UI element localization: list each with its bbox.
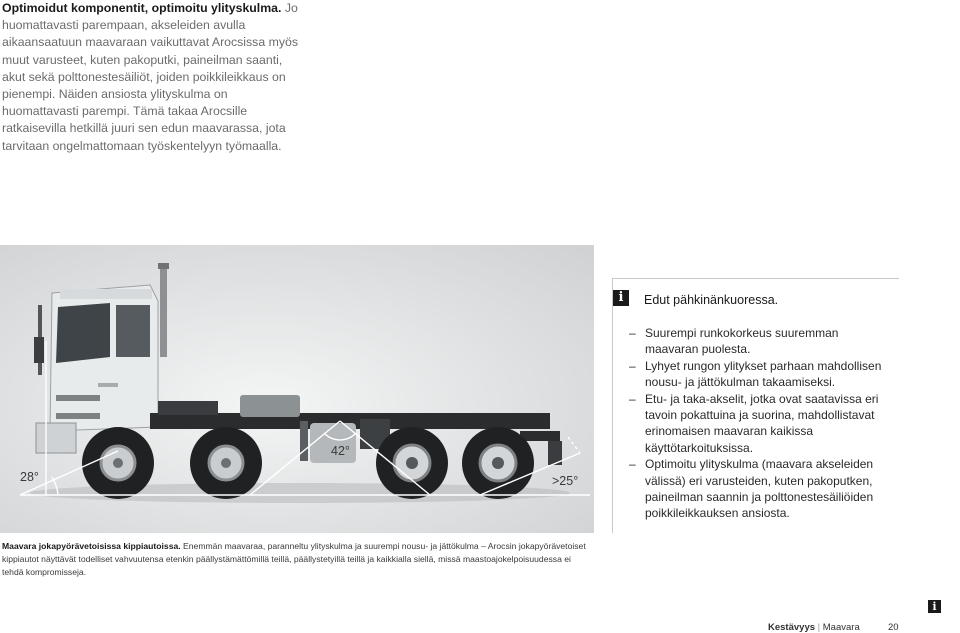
photo-caption xyxy=(2,540,592,579)
benefit-item: – Lyhyet rungon ylitykset parhaan mahdollisen nousu- ja jättökulman takaamiseksi. xyxy=(629,358,889,391)
angle-label-front: 28° xyxy=(20,470,39,484)
wheel-rear-2 xyxy=(462,427,534,499)
wheel-rear-1 xyxy=(376,427,448,499)
intro-paragraph xyxy=(2,0,302,155)
wheel-front-2 xyxy=(190,427,262,499)
intro-lead: Optimoidut komponentit, optimoitu ylityskulma. xyxy=(2,1,282,15)
intro-text: Jo huomattavasti parempaan, akseleiden avulla aikaansaatuun maavaraan vaikuttavat Arocsissa myös muut varusteet, kuten pakoputki, paineilman saanti, akut sekä polttonestesäiliöt, joiden poikkileikkaus on pienempi. Näiden ansiosta ylityskulma on huomattavasti parempi. Tämä takaa Arocsille ratkaisevilla hetkillä juuri sen edun maavarassa, jota tarvitaan ongelmattomaan työskentelyyn työmaalla. xyxy=(2,1,298,153)
benefit-item: – Etu- ja taka-akselit, jotka ovat saatavissa eri tavoin pokattuina ja suorina, mahdollistavat erinomaisen maavaran kaikissa käyttötarkoituksissa. xyxy=(629,391,889,457)
footer-info-icon: i xyxy=(928,600,941,613)
benefits-box xyxy=(612,278,899,533)
truck-illustration xyxy=(0,245,594,533)
angle-label-middle: 42° xyxy=(331,444,350,458)
truck-photo xyxy=(0,245,594,533)
footer-breadcrumb xyxy=(768,622,860,633)
caption-text: Enemmän maavaraa, paranneltu ylityskulma ja suurempi nousu- ja jättökulma – Arocsin jokapyörävetoiset kippiautot näyttävät todelliset vahvuutensa etenkin päällystämättömillä teillä, päällystetyillä teillä ja kaikkialla siellä, missä maastoajokelpoisuudessa ei tehdä kompromisseja. xyxy=(2,541,586,577)
page-number: 20 xyxy=(888,622,899,633)
caption-lead: Maavara jokapyörävetoisissa kippiautoissa. xyxy=(2,541,181,551)
benefits-title: Edut pähkinänkuoressa. xyxy=(644,293,779,307)
footer-section: Kestävyys xyxy=(768,622,816,633)
benefit-item: – Optimoitu ylityskulma (maavara akseleiden välissä) eri varusteiden, kuten pakoputken, paineilman saannin ja polttonestesäiliöiden poikkileikkauksen ansiosta. xyxy=(629,456,889,522)
footer-subsection: Maavara xyxy=(822,622,860,633)
info-icon: i xyxy=(613,290,629,306)
footer-separator: | xyxy=(817,622,821,633)
angle-label-rear: >25° xyxy=(552,474,579,488)
benefit-item: – Suurempi runkokorkeus suuremman maavaran puolesta. xyxy=(629,325,889,358)
benefits-list xyxy=(629,325,889,522)
